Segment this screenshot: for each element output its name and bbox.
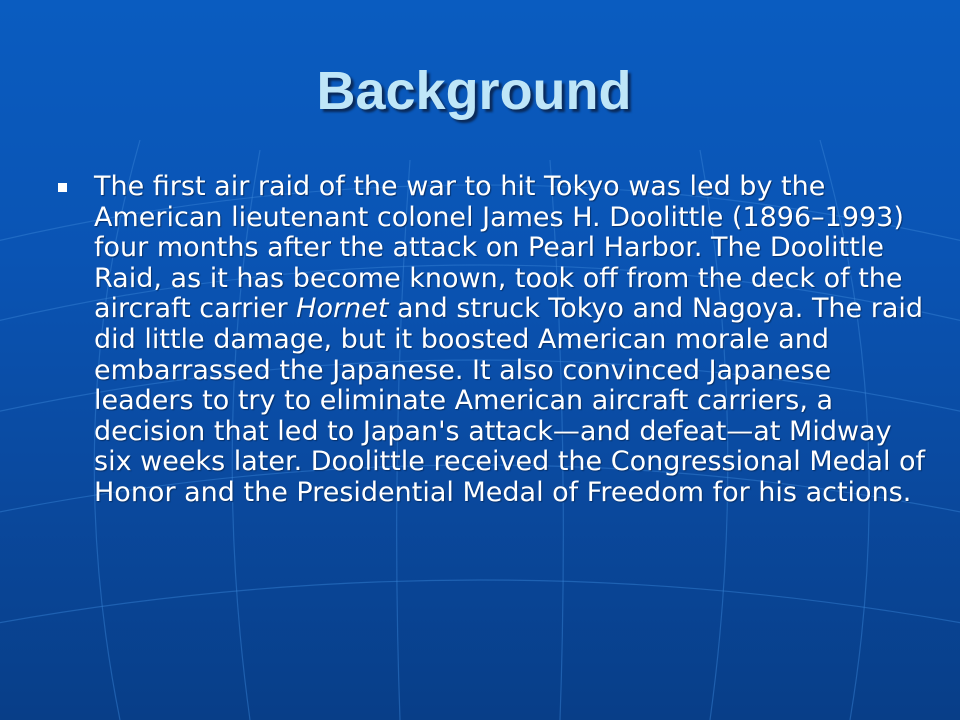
square-bullet-icon [58,183,67,192]
bullet-item [58,172,928,509]
bullet-list [58,172,928,509]
bullet-text-part: The first air raid of the war to hit Tokyo was led by the American lieutenant colonel James H. Doolittle (1896–1993) four months after the attack on Pearl Harbor. The Doolittle Raid, as it has become known, took off from the deck of the aircraft carrier [94,171,904,325]
bullet-text [94,171,925,508]
ship-name-italic: Hornet [296,293,389,325]
bullet-text-part: and struck Tokyo and Nagoya. The raid did little damage, but it boosted American morale and embarrassed the Japanese. It also convinced Japanese leaders to try to eliminate American aircraft carriers, a decision that led to Japan's attack—and defeat—at Midway six weeks later. Doolittle received the Congressional Medal of Honor and the Presidential Medal of Freedom for his actions. [94,293,926,508]
slide-title: Background [316,61,632,121]
